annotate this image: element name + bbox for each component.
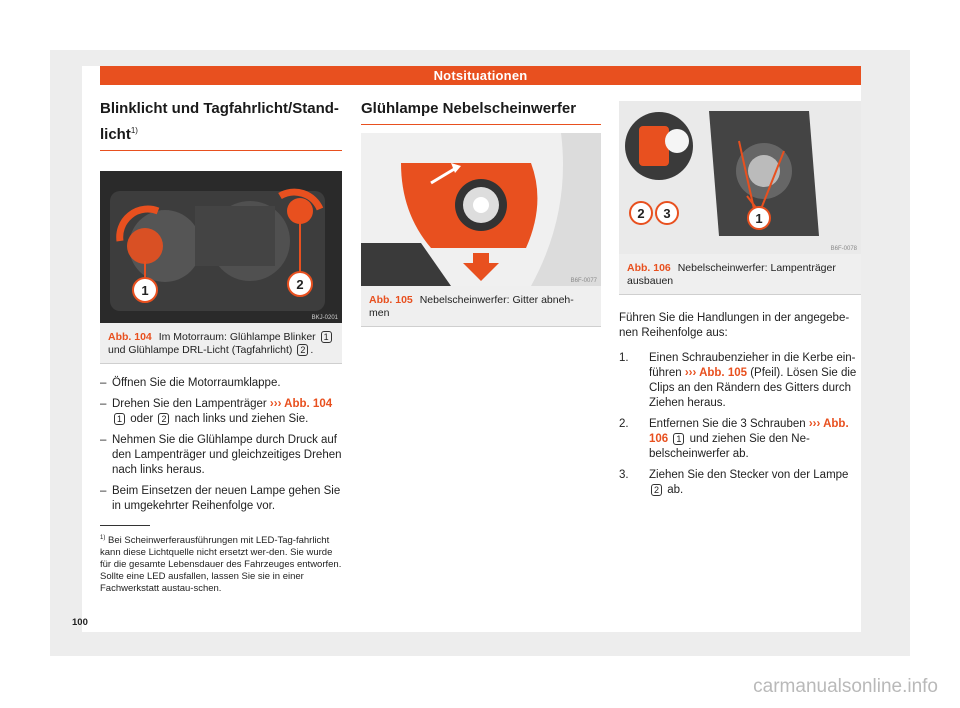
fog-lamp-figure (619, 101, 861, 254)
figure-link[interactable]: ››› Abb. 106 (649, 418, 849, 445)
figure-code: BKJ-0201 (311, 315, 338, 321)
watermark: carmanualsonline.info (753, 676, 938, 697)
footnote: $^{1)}$ Bei Scheinwerferausführungen mit LED-Tag-fahrlicht kann diese Lichtquelle nicht ersetzt wer-den. Sie wurde für die gesamte Lebensdauer des Fahrzeuges entworfen. Sollte eine LED ausfallen, lassen Sie sie in einer Fachwerkstatt austau-schen. (100, 525, 342, 595)
figure-block-105 (361, 133, 601, 327)
instructions-intro: Führen Sie die Handlungen in der angegebe-nen Reihenfolge aus: (619, 312, 850, 339)
fog-grille-illustration (361, 133, 601, 286)
figure-link[interactable]: ››› Abb. 105 (684, 367, 748, 379)
footnote-text: Bei Scheinwerferausführungen mit LED-Tag-fahrlicht kann diese Lichtquelle nicht ersetzt wer-den. Sie wurde für die gesamte Lebensdauer des Fahrzeuges entworfen. Sollte eine LED ausfallen, lassen Sie sie in einer Fachwerkstatt austau-schen. (100, 535, 342, 595)
steps-list (100, 376, 342, 514)
svg-text:2: 2 (296, 277, 304, 292)
page-number: 100 (72, 617, 88, 628)
callout-badge: 2 (297, 344, 308, 356)
caption-105: Abb. 105 Nebelscheinwerfer: Gitter abneh-men (361, 286, 601, 326)
column-lampentraeger (619, 98, 861, 504)
caption-label: Abb. 104 (108, 331, 152, 343)
svg-text:1: 1 (141, 283, 149, 298)
caption-label: Abb. 105 (369, 294, 413, 306)
svg-text:2: 2 (637, 206, 645, 221)
figure-code: B6F-0078 (830, 246, 857, 252)
headlight-illustration (100, 171, 342, 323)
footnote-rule (100, 525, 150, 526)
svg-text:3: 3 (663, 206, 671, 221)
list-item: – Nehmen Sie die Glühlampe durch Druck auf den Lampenträger und gleichzeitiges Drehen nach links heraus. (100, 433, 342, 478)
figure-block-104 (100, 171, 342, 364)
heading-rule (361, 124, 601, 125)
column-blinklicht (100, 98, 342, 520)
fog-grille-figure (361, 133, 601, 286)
fog-lamp-illustration (619, 101, 861, 254)
column-nebel (361, 98, 601, 327)
caption-label: Abb. 106 (627, 262, 671, 274)
figure-link[interactable]: ››› Abb. 104 (269, 398, 333, 410)
list-item: – Drehen Sie den Lampenträger ››› Abb. 104 1 oder 2 nach links und ziehen Sie. (100, 397, 342, 427)
heading-rule (100, 150, 342, 151)
list-item: 1. Einen Schraubenzieher in die Kerbe ein-führen ››› Abb. 105 (Pfeil). Lösen Sie die Clips an den Rändern des Gitters durch Ziehen heraus. (619, 352, 857, 409)
figure-code: B6F-0077 (570, 278, 597, 284)
list-item: 2. Entfernen Sie die 3 Schrauben ››› Abb. 106 1 und ziehen Sie den Ne-belscheinwerfer ab. (619, 418, 849, 460)
callout-badge: 1 (321, 331, 332, 343)
list-item: – Beim Einsetzen der neuen Lampe gehen Sie in umgekehrter Reihenfolge vor. (100, 484, 342, 514)
figure-block-106 (619, 101, 861, 295)
section-header: Notsituationen (100, 66, 861, 85)
caption-104: Abb. 104 Im Motorraum: Glühlampe Blinker 1 und Glühlampe DRL-Licht (Tagfahrlicht) 2 . (100, 323, 342, 363)
svg-text:1: 1 (755, 211, 763, 226)
list-item: 3. Ziehen Sie den Stecker von der Lampe 2 ab. (619, 469, 849, 496)
heading-blinklicht: Blinklicht und Tagfahrlicht/Stand-licht$^{1)}$ (100, 100, 339, 143)
caption-106: Abb. 106 Nebelscheinwerfer: Lampenträger ausbauen (619, 254, 861, 294)
heading-nebel: Glühlampe Nebelscheinwerfer (361, 100, 577, 117)
list-item: – Öffnen Sie die Motorraumklappe. (100, 376, 342, 391)
instructions-list (619, 351, 861, 498)
headlight-figure (100, 171, 342, 323)
